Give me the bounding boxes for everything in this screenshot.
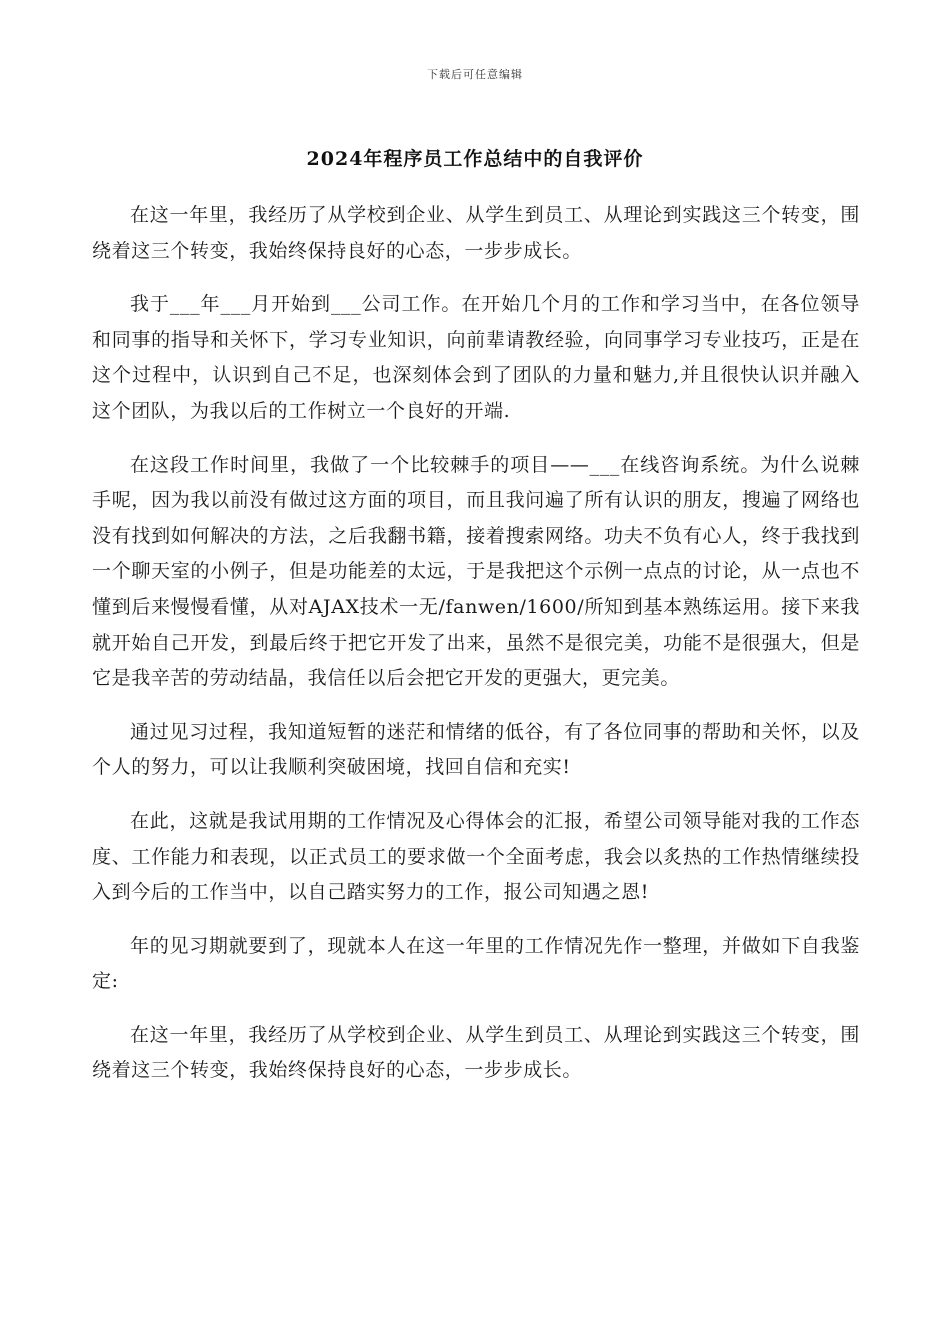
header-note: 下载后可任意编辑 [427, 68, 523, 81]
paragraph-6: 年的见习期就要到了，现就本人在这一年里的工作情况先作一整理，并做如下自我鉴定: [92, 934, 860, 993]
document-body [92, 198, 860, 1107]
paragraph-3: 在这段工作时间里，我做了一个比较棘手的项目——___在线咨询系统。为什么说棘手呢，因为我以前没有做过这方面的项目，而且我问遍了所有认识的朋友，搜遍了网络也没有找到如何解决的方法，之后我翻书籍，接着搜索网络。功夫不负有心人，终于我找到一个聊天室的小例子，但是功能差的太远，于是我把这个示例一点点的讨论，从一点也不懂到后来慢慢看懂，从对AJAX技术一无/fanwen/1600/所知到基本熟练运用。接下来我就开始自己开发，到最后终于把它开发了出来，虽然不是很完美，功能不是很强大，但是它是我辛苦的劳动结晶，我信任以后会把它开发的更强大，更完美。 [92, 453, 860, 690]
paragraph-4: 通过见习过程，我知道短暂的迷茫和情绪的低谷，有了各位同事的帮助和关怀，以及个人的努力，可以让我顺利突破困境，找回自信和充实! [92, 720, 860, 779]
paragraph-1: 在这一年里，我经历了从学校到企业、从学生到员工、从理论到实践这三个转变，围绕着这三个转变，我始终保持良好的心态，一步步成长。 [92, 204, 860, 262]
document-title: 2024年程序员工作总结中的自我评价 [306, 148, 644, 170]
paragraph-5: 在此，这就是我试用期的工作情况及心得体会的汇报，希望公司领导能对我的工作态度、工作能力和表现，以正式员工的要求做一个全面考虑，我会以炙热的工作热情继续投入到今后的工作当中，以自己踏实努力的工作，报公司知遇之恩! [92, 809, 860, 904]
paragraph-2: 我于___年___月开始到___公司工作。在开始几个月的工作和学习当中，在各位领导和同事的指导和关怀下，学习专业知识，向前辈请教经验，向同事学习专业技巧，正是在这个过程中，认识到自己不足，也深刻体会到了团队的力量和魅力,并且很快认识并融入这个团队，为我以后的工作树立一个良好的开端. [92, 293, 860, 422]
paragraph-7: 在这一年里，我经历了从学校到企业、从学生到员工、从理论到实践这三个转变，围绕着这三个转变，我始终保持良好的心态，一步步成长。 [92, 1023, 860, 1082]
